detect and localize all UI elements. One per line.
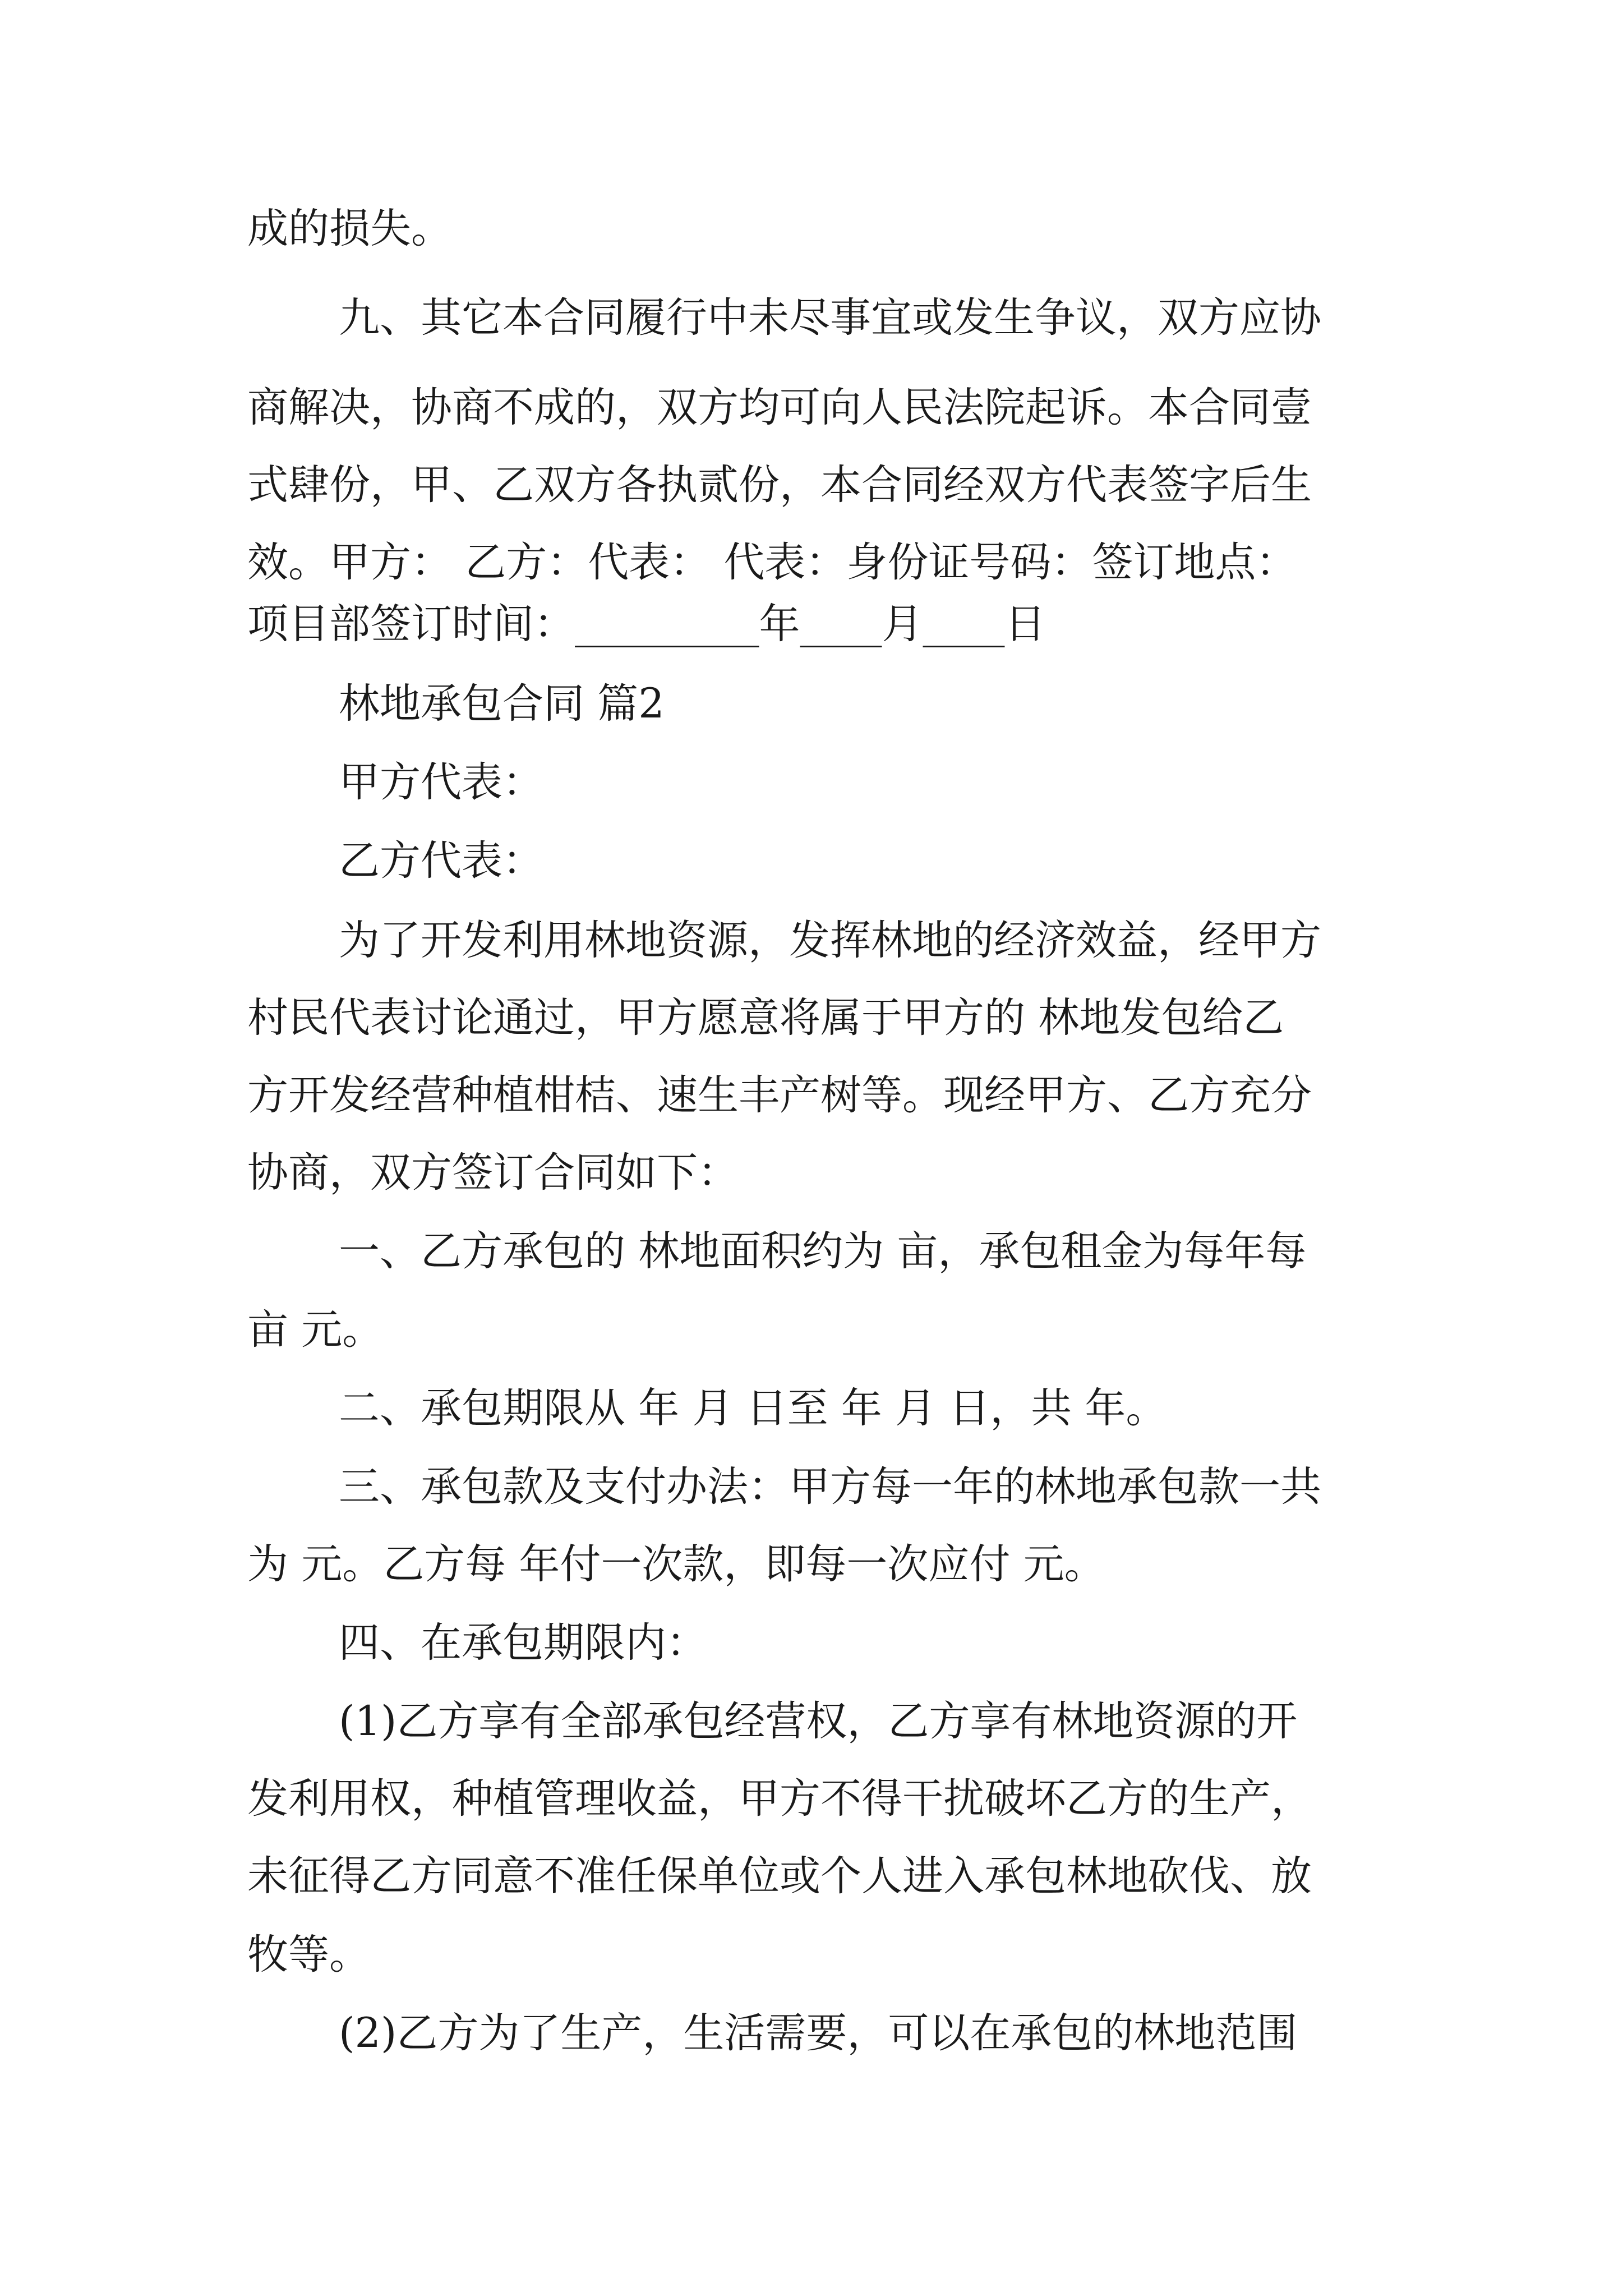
section-heading: 林地承包合同 篇2 <box>339 680 665 728</box>
text-line: 牧等。 <box>247 1931 370 1978</box>
text-line: 为了开发利用林地资源，发挥林地的经济效益，经甲方 <box>339 917 1321 964</box>
text-line: (1)乙方享有全部承包经营权，乙方享有林地资源的开 <box>339 1697 1298 1745</box>
text-line: 协商，双方签订合同如下： <box>247 1149 739 1197</box>
text-line: 四、在承包期限内： <box>339 1619 707 1667</box>
text-line: 式肆份，甲、乙双方各执贰份，本合同经双方代表签字后生 <box>247 461 1312 509</box>
text-line: 发利用权，种植管理收益，甲方不得干扰破坏乙方的生产， <box>247 1775 1312 1823</box>
text-line: 方开发经营种植柑桔、速生丰产树等。现经甲方、乙方充分 <box>247 1071 1312 1119</box>
text-line: (2)乙方为了生产，生活需要，可以在承包的林地范围 <box>339 2009 1298 2057</box>
text-line: 乙方代表： <box>339 837 543 885</box>
text-line: 九、其它本合同履行中未尽事宜或发生争议，双方应协 <box>339 294 1321 342</box>
text-line: 未征得乙方同意不准任保单位或个人进入承包林地砍伐、放 <box>247 1852 1312 1900</box>
text-line: 为 元。乙方每 年付一次款，即每一次应付 元。 <box>247 1540 1105 1588</box>
text-line: 一、乙方承包的 林地面积约为 亩，承包租金为每年每 <box>339 1227 1307 1275</box>
text-line: 项目部签订时间：_________年____月____日 <box>247 600 1046 648</box>
text-line: 村民代表讨论通过，甲方愿意将属于甲方的 林地发包给乙 <box>247 994 1284 1042</box>
text-line: 商解决，协商不成的，双方均可向人民法院起诉。本合同壹 <box>247 384 1312 431</box>
text-line: 亩 元。 <box>247 1306 384 1354</box>
text-line: 三、承包款及支付办法：甲方每一年的林地承包款一共 <box>339 1463 1321 1511</box>
text-line: 甲方代表： <box>339 758 543 806</box>
text-line: 二、承包期限从 年 月 日至 年 月 日，共 年。 <box>339 1384 1167 1432</box>
text-line: 效。甲方： 乙方：代表： 代表：身份证号码：签订地点： <box>247 539 1297 586</box>
text-line: 成的损失。 <box>247 205 452 252</box>
